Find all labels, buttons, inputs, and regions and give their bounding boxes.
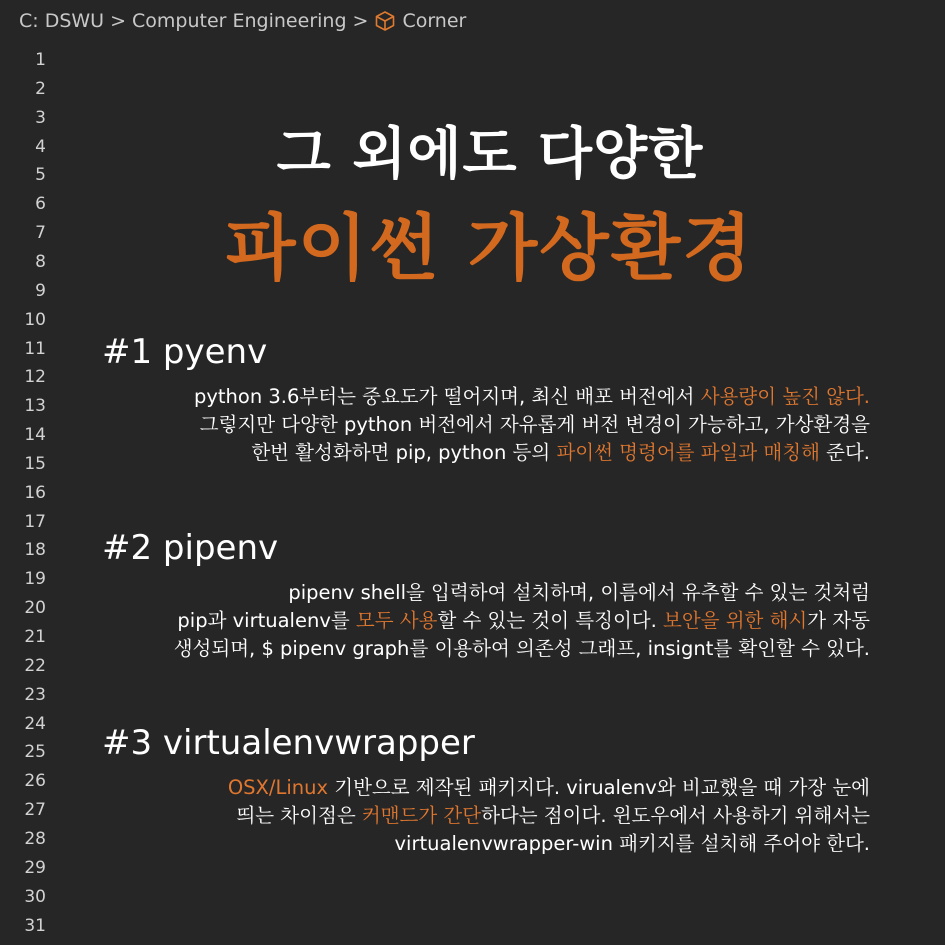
line-number: 26 xyxy=(24,771,46,792)
body-line xyxy=(110,607,870,635)
section-heading-pipenv: #2 pipenv xyxy=(102,528,279,568)
line-number: 11 xyxy=(24,338,46,359)
line-number: 30 xyxy=(24,886,46,907)
body-line xyxy=(110,383,870,411)
line-number: 10 xyxy=(24,309,46,330)
body-text: 준다. xyxy=(819,441,870,464)
highlighted-text: 모두 사용 xyxy=(355,609,438,632)
body-text: 생성되며, $ pipenv graph를 이용하여 의존성 그래프, insignt를 확인할 수 있다. xyxy=(173,637,870,660)
section-heading-virtualenvwrapper: #3 virtualenvwrapper xyxy=(102,723,475,763)
line-number: 21 xyxy=(24,627,46,647)
body-text: 기반으로 제작된 패키지다. virualenv와 비교했을 때 가장 눈에 xyxy=(328,776,870,799)
section-body-pipenv xyxy=(110,579,870,663)
body-line xyxy=(110,802,870,830)
breadcrumb-folder[interactable]: Computer Engineering xyxy=(132,10,347,32)
section-body-virtualenvwrapper xyxy=(110,774,870,858)
line-number: 4 xyxy=(35,136,46,157)
line-number: 16 xyxy=(24,482,46,503)
body-line xyxy=(110,579,870,607)
highlighted-text: 보안을 위한 해시 xyxy=(663,609,808,632)
line-number: 29 xyxy=(24,857,46,878)
line-number: 31 xyxy=(24,915,46,936)
line-number: 25 xyxy=(24,742,46,763)
body-text: pip과 virtualenv를 xyxy=(177,609,356,632)
body-text: pipenv shell을 입력하여 설치하며, 이름에서 유추할 수 있는 것처럼 xyxy=(288,581,870,604)
line-number: 13 xyxy=(24,396,46,417)
body-text: 띄는 차이점은 xyxy=(236,804,362,827)
line-number: 22 xyxy=(24,655,46,676)
line-number: 9 xyxy=(35,280,46,301)
body-line xyxy=(110,774,870,802)
body-text: 할 수 있는 것이 특징이다. xyxy=(437,609,664,632)
section-body-pyenv xyxy=(110,383,870,467)
line-number: 19 xyxy=(24,569,46,590)
line-number: 23 xyxy=(24,684,46,705)
cube-icon xyxy=(374,10,396,32)
body-text: 하다는 점이다. 윈도우에서 사용하기 위해서는 xyxy=(481,804,870,827)
line-number: 12 xyxy=(24,367,46,388)
line-number: 8 xyxy=(35,251,46,272)
highlighted-text: OSX/Linux xyxy=(227,776,329,799)
page-title-line2: 파이썬 가상환경 xyxy=(226,206,754,290)
body-text: 한번 활성화하면 pip, python 등의 xyxy=(251,441,557,464)
line-number: 20 xyxy=(24,598,46,619)
highlighted-text: 커맨드가 간단 xyxy=(361,804,482,827)
section-heading-pyenv: #1 pyenv xyxy=(102,332,268,372)
breadcrumb xyxy=(19,9,466,33)
page-title-line1: 그 외에도 다양한 xyxy=(276,122,704,187)
breadcrumb-current[interactable]: Corner xyxy=(402,10,467,32)
line-number: 24 xyxy=(24,713,46,734)
line-number: 7 xyxy=(35,223,46,244)
line-number: 2 xyxy=(35,78,46,99)
line-number: 15 xyxy=(24,453,46,474)
body-line xyxy=(110,439,870,467)
body-text: virtualenvwrapper-win 패키지를 설치해 주어야 한다. xyxy=(394,832,870,855)
breadcrumb-drive[interactable]: C: DSWU xyxy=(19,10,105,32)
line-number: 18 xyxy=(24,540,46,561)
body-line xyxy=(110,635,870,663)
highlighted-text: 사용량이 높진 않다. xyxy=(700,385,870,408)
body-text: python 3.6부터는 중요도가 떨어지며, 최신 배포 버전에서 xyxy=(193,385,701,408)
line-number: 17 xyxy=(24,511,46,532)
body-line xyxy=(110,830,870,858)
highlighted-text: 파이썬 명령어를 파일과 매칭해 xyxy=(556,441,820,464)
line-number: 1 xyxy=(35,50,46,70)
body-text: 그렇지만 다양한 python 버전에서 자유롭게 버전 변경이 가능하고, 가상환경을 xyxy=(199,413,870,436)
body-text: 가 자동 xyxy=(807,609,870,632)
line-number: 14 xyxy=(24,425,46,446)
line-number: 6 xyxy=(35,194,46,215)
line-number: 27 xyxy=(24,800,46,821)
line-number: 3 xyxy=(35,107,46,128)
line-number: 5 xyxy=(35,165,46,186)
body-line xyxy=(110,411,870,439)
breadcrumb-separator: > xyxy=(352,10,369,32)
line-number: 28 xyxy=(24,828,46,849)
breadcrumb-separator: > xyxy=(110,10,127,32)
